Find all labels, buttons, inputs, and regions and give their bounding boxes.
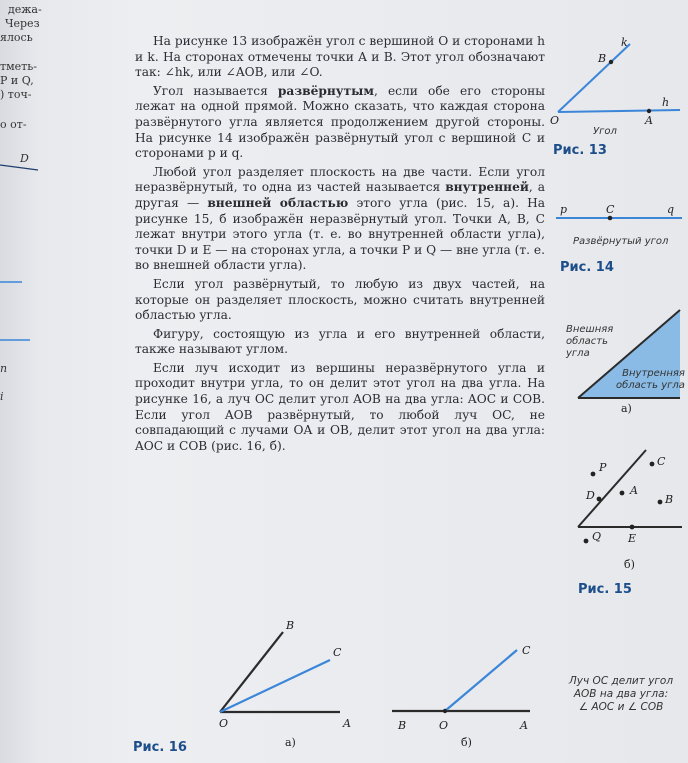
figure-14 [556,216,682,221]
text-run: этого угла (рис. 15, а). На рисунке 15, б изображён неразвёрнутый угол. Точки A, B, C лежат внутри этого угла (т. е. во внутренней области угла), точки D и E — на сторонах угла, а точки P и Q — вне угла (т. е. во внешней области угла). [135,195,545,273]
fig16-note [562,675,680,714]
margin-text: Через [5,17,40,30]
fig14-sub: Развёрнутый угол [573,236,669,247]
label-h: h [662,96,670,109]
margin-text: n [0,362,8,375]
label-o: O [550,114,560,127]
label-q: Q [592,530,602,543]
label-a: A [645,114,653,127]
inner-line: Внутренняя [622,368,685,379]
label-b: B [598,52,607,65]
point-c [608,216,613,221]
point-a [620,491,625,496]
main-text [135,34,545,454]
bold-term: внешней областью [207,195,349,210]
note-line: ∠ AOC и ∠ COB [578,701,664,713]
point-b [609,60,613,64]
fig15-caption: Рис. 15 [578,582,632,597]
label-q: q [667,203,675,216]
fig13-sub: Угол [593,126,617,137]
bold-term: внутренней [445,180,529,195]
note-line: AOB на два угла: [573,688,669,700]
bold-term: развёрнутым [277,83,374,98]
point-b [658,500,663,505]
point-q [584,539,589,544]
label-c: C [522,644,531,657]
point-d [597,497,602,502]
margin-text: ) точ- [0,88,32,101]
outer-line: Внешняя [566,324,614,335]
paragraph: Фигуру, состоящую из угла и его внутренней области, также называют углом. [135,326,545,357]
label-p: p [560,203,568,216]
margin-text: D [20,152,29,165]
fig15a-tag: а) [621,402,632,415]
text-run: Угол называется [153,83,278,98]
label-d: D [586,489,595,502]
label-c: C [657,455,666,468]
fig16-caption: Рис. 16 [133,740,187,755]
label-b: B [286,619,295,632]
paragraph: Если угол развёрнутый, то любую из двух частей, на которые он разделяет плоскость, можно считать внутренней областью угла. [135,276,545,323]
figure-16a [220,632,340,712]
inner-region-label [616,368,685,392]
outer-line: область [566,336,609,347]
label-c: C [333,646,342,659]
point-e [630,525,635,530]
margin-text: P и Q, [0,74,34,87]
inner-line: область угла [616,380,685,391]
text-run: , а другая — [135,180,546,210]
point-a [647,109,651,113]
label-k: k [621,36,628,49]
fig15b-tag: б) [624,558,635,571]
paragraph [135,165,545,274]
fig16b-tag: б) [461,736,472,749]
outer-line: угла [566,348,590,359]
label-b: B [398,719,407,732]
label-a: A [343,717,351,730]
text-run: Любой угол разделяет плоскость на две части. Если угол неразвёрнутый, то одна из частей называется [135,164,545,195]
fig14-caption: Рис. 14 [560,260,614,275]
paragraph: На рисунке 13 изображён угол с вершиной O и сторонами h и k. На сторонах отмечены точки A и B. Этот угол обозначают так: ∠hk, или ∠AOB, или ∠O. [135,34,545,80]
label-a: A [520,719,528,732]
label-o: O [219,717,229,730]
fig16a-tag: а) [285,736,296,749]
margin-text: о от- [0,118,27,131]
paragraph [135,84,545,162]
paragraph: Если луч исходит из вершины неразвёрнутого угла и проходит внутри угла, то он делит этот угол на два угла. На рисунке 16, а луч OC делит угол AOB на два угла: AOC и COB. Если угол AOB развёрнутый, то любой луч OC, не совпадающий с лучами OA и OB, делит этот угол на два угла: AOC и COB (рис. 16, б). [135,360,545,453]
label-p: P [599,461,607,474]
note-line: Луч OC делит угол [568,675,674,687]
outer-region-label [566,324,613,360]
point-c [650,462,655,467]
label-b: B [665,493,674,506]
label-e: E [628,532,637,545]
text-run: , если обе его стороны лежат на одной прямой. Можно сказать, что каждая сторона развёрнутого угла является продолжением другой стороны. На рисунке 14 изображён развёрнутый угол с вершиной C и сторонами p и q. [135,83,545,161]
margin-text: ялось [0,31,33,44]
point-o [443,709,447,713]
margin-text: тметь- [0,60,37,73]
margin-text: дежа- [8,3,42,16]
label-a: A [630,484,638,497]
label-c: C [606,203,615,216]
label-o: O [439,719,449,732]
fig13-caption: Рис. 13 [553,143,607,158]
margin-text: i [0,390,4,403]
figure-16b [392,650,530,713]
point-p [591,472,596,477]
